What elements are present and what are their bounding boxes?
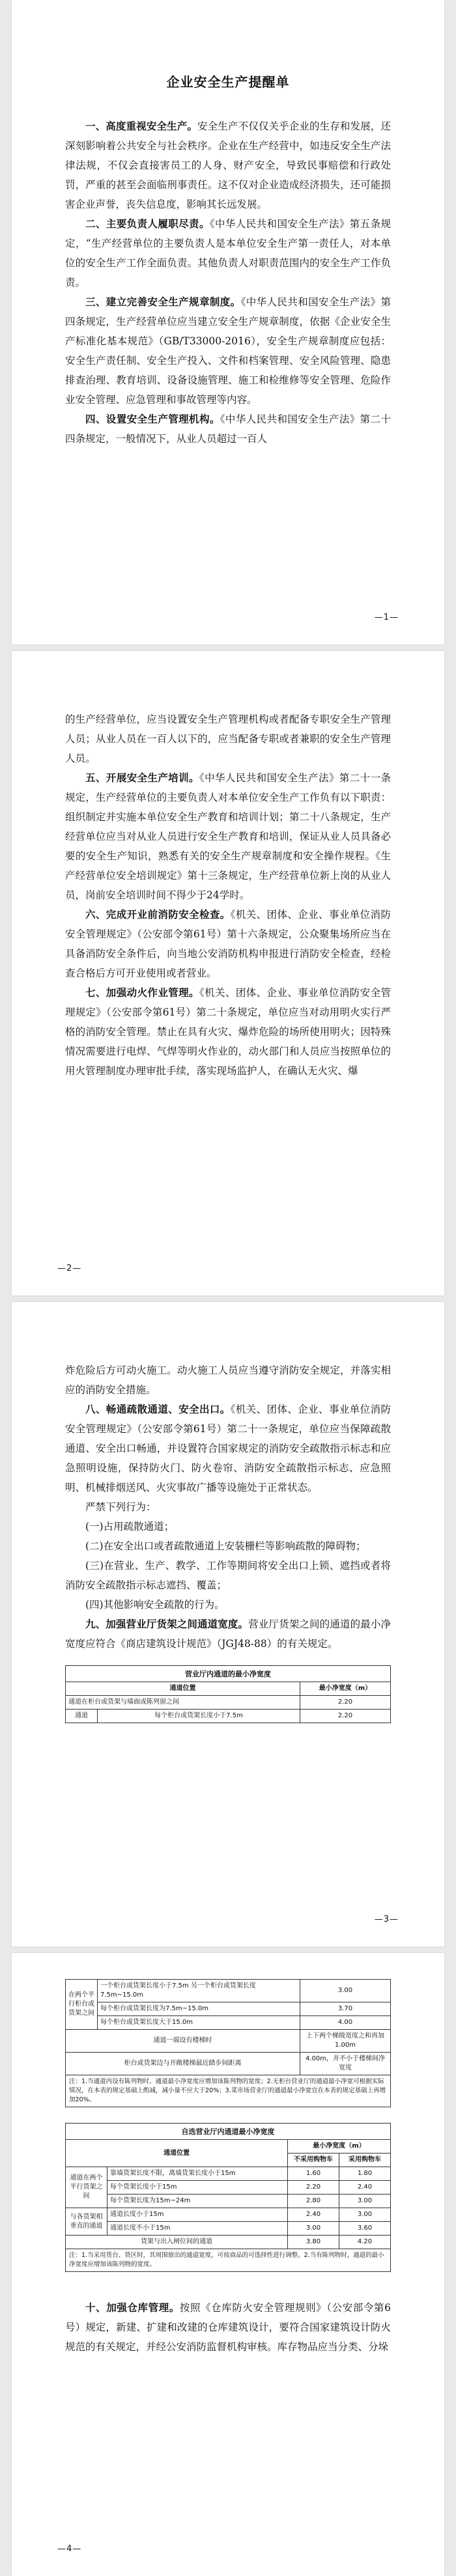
table-header-row [66, 1682, 391, 1696]
table-header-row [66, 2140, 391, 2154]
section-3 [65, 292, 391, 409]
table-cell: 2.40 [339, 2181, 391, 2195]
forbidden-item-1: (一)占用疏散通道； [85, 1521, 175, 1532]
document-title: 企业安全生产提醒单 [166, 74, 290, 90]
table-cell: 3.00 [288, 2222, 339, 2236]
table-row [66, 1980, 391, 2002]
section-6-text: 《机关、团体、企业、事业单位消防安全管理规定》（公安部令第61号）第十六条规定，公众聚集场所应当在具备消防安全条件后，向当地公安消防机构申报进行消防安全检查，经检查合格后方可开业使用或者营业。 [65, 909, 391, 979]
table-cell: 4.00m，并不小于楼梯间净宽度 [300, 2053, 391, 2075]
section-9-heading: 九、加强营业厅货架之间通道宽度。 [85, 1618, 249, 1630]
section-10-text: 按照《仓库防火安全管理规则》（公安部令第6号）规定，新建、扩建和改建的仓库建筑设计，要符合国家建筑设计防火规范的有关规定，并经公安消防监督机构审核。库存物品应当分类、分垛 [65, 2302, 391, 2353]
table-cell: 2.80 [288, 2195, 339, 2208]
table-row [66, 1710, 391, 1723]
table-header-position: 通道位置 [66, 2140, 288, 2167]
page-3 [12, 1302, 444, 1946]
section-5-heading: 五、开展安全生产培训。 [85, 772, 199, 784]
section-3-heading: 三、建立完善安全生产规章制度。 [85, 296, 241, 308]
page-4-content [65, 1979, 391, 2357]
table-note: 注：1.当通道内设有陈列物时，通道最小净宽度应增加该陈列物的宽度；2.无柜台营业厅的通道最小净宽可根据实际情况，在本表的规定基础上酌减，减小量不应大于20%；3.菜市场营业厅的通道最小净宽宜在本表的规定基础上再增加20%。 [65, 2075, 391, 2107]
section-2 [65, 214, 391, 292]
table-row [66, 2002, 391, 2016]
section-1-heading: 一、高度重视安全生产。 [85, 120, 198, 132]
section-8-heading: 八、畅通疏散通道、安全出口。 [85, 1404, 231, 1415]
section-7-heading: 七、加强动火作业管理。 [85, 987, 199, 999]
section-4-continued: 的生产经营单位，应当设置安全生产管理机构或者配备专职安全生产管理人员；从业人员在一百人以下的，应当配备专职或者兼职的安全生产管理人员。 [65, 713, 391, 764]
section-2-heading: 二、主要负责人履职尽责。 [85, 218, 210, 230]
aisle-width-table-continued [65, 1979, 391, 2107]
section-6-heading: 六、完成开业前消防安全检查。 [85, 909, 231, 921]
section-1-text: 安全生产不仅仅关乎企业的生存和发展，还深刻影响着公共安全与社会秩序。企业在生产经营中，如违反安全生产法律法规，不仅会直接害员工的人身、财产安全，导致民事赔偿和行政处罚，严重的甚至会面临刑事责任。这不仅对企业造成经济损失，还可能损害企业声誉，丧失信息度，影响其长远发展。 [65, 120, 391, 210]
section-7-text: 《机关、团体、企业、事业单位消防安全管理规定》（公安部令第61号）第二十条规定，单位应当对动用明火实行严格的消防安全管理。禁止在具有火灾、爆炸危险的场所使用明火；因特殊情况需要进行电焊、气焊等明火作业的，动火部门和人员应当按照单位的用火管理制度办理审批手续，落实现场监护人，在确认无火灾、爆 [65, 987, 391, 1077]
section-2-text: 《中华人民共和国安全生产法》第五条规定，“生产经营单位的主要负责人是本单位安全生产第一责任人，对本单位的安全生产工作全面负责。其他负责人对职责范围内的安全生产工作负责。 [65, 218, 391, 288]
table-cell: 4.00 [300, 2016, 391, 2030]
table-cell: 3.00 [339, 2208, 391, 2222]
table-cell: 3.80 [288, 2236, 339, 2249]
table-cell: 每个柜台或货架长度小于7.5m [98, 1710, 300, 1723]
table-cell: 通道长度小于15m [107, 2208, 288, 2222]
table-cell: 通道一端设有楼梯时 [66, 2030, 300, 2053]
section-8-text: 《机关、团体、企业、事业单位消防安全管理规定》（公安部令第61号）第二十一条规定，单位应当保障疏散通道、安全出口畅通，并设置符合国家规定的消防安全疏散指示标志和应急照明设施，保持防火门、防火卷帘、消防安全疏散指示标志、应急照明、机械排烟送风、火灾事故广播等设施处于正常状态。 [65, 1404, 391, 1493]
table-header-position: 通道位置 [66, 1682, 300, 1696]
table-cell: 每个货架长度为15m~24m [107, 2195, 288, 2208]
table-row [66, 2222, 391, 2236]
table-cell: 每个柜台或货架长度为7.5m~15.0m [98, 2002, 300, 2016]
table-cell: 每个货架长度小于15m [107, 2181, 288, 2195]
section-10-heading: 十、加强仓库管理。 [85, 2302, 180, 2314]
page-1 [12, 0, 444, 644]
table-cell: 4.20 [339, 2236, 391, 2249]
page-3-content [65, 1361, 391, 1723]
table-cell: 2.20 [288, 2181, 339, 2195]
forbidden-item-2: (二)在安全出口或者疏散通道上安装栅栏等影响疏散的障碍物； [85, 1540, 366, 1552]
section-9-text: 营业厅货架之间的通道的最小净宽度应符合《商店建筑设计规范》（JGJ48-88）的有关规定。 [65, 1618, 391, 1650]
table-cell: 2.40 [288, 2208, 339, 2222]
table-cell: 3.00 [300, 1980, 391, 2002]
table-header-width: 最小净宽度（m） [300, 1682, 391, 1696]
table-row [66, 1696, 391, 1710]
table-cell: 2.20 [300, 1710, 391, 1723]
table-row [66, 2030, 391, 2053]
page-2-content [65, 710, 391, 1081]
forbidden-item-4: (四)其他影响安全疏散的行为。 [85, 1599, 225, 1611]
table-caption: 自选营业厅内通道最小净宽度 [65, 2123, 391, 2139]
section-7-continued: 炸危险后方可动火施工。动火施工人员应当遵守消防安全规定，并落实相应的消防安全措施。 [65, 1364, 391, 1396]
table-header-cart: 采用购物车 [339, 2154, 391, 2167]
section-5-text: 《中华人民共和国安全生产法》第二十一条规定，生产经营单位的主要负责人对本单位安全生产工作负有以下职责：组织制定并实施本单位安全生产教育和培训计划；第二十八条规定，生产经营单位应当对从业人员进行安全生产教育和培训，保证从业人员具备必要的安全生产知识，熟悉有关的安全生产规章制度和安全操作规程。《生产经营单位安全培训规定》第十三条规定，生产经营单位新上岗的从业人员，岗前安全培训时间不得少于24学时。 [65, 772, 391, 901]
self-service-aisle-table [65, 2123, 391, 2272]
page-number: —3— [374, 1915, 399, 1924]
table-cell: 通道 [66, 1710, 98, 1723]
section-10 [65, 2298, 391, 2357]
table-row [66, 2208, 391, 2222]
section-4 [65, 409, 391, 449]
section-4-text: 《中华人民共和国安全生产法》第二十四条规定，一般情况下，从业人员超过一百人 [65, 413, 391, 445]
table-row [66, 2236, 391, 2249]
self-service-aisle-table-grid [65, 2139, 391, 2249]
table-row [66, 2181, 391, 2195]
table-row [66, 2053, 391, 2075]
table-header-no-cart: 不采用购物车 [288, 2154, 339, 2167]
section-3-text: 《中华人民共和国安全生产法》第四条规定，生产经营单位应当建立安全生产规章制度，依据《企业安全生产标准化基本规范》（GB/T33000-2016），安全生产规章制度应包括：安全生产责任制、安全生产投入、文件和档案管理、安全风险管理、隐患排查治理、教育培训、设备设施管理、施工和检维修等安全管理、危险作业安全管理、应急管理和事故管理等内容。 [65, 296, 391, 406]
forbidden-item-3: (三)在营业、生产、教学、工作等期间将安全出口上锁、遮挡或者将消防安全疏散指示标志遮挡、覆盖； [65, 1560, 391, 1591]
table-header-width: 最小净宽度（m） [288, 2140, 391, 2154]
table-cell: 2.20 [300, 1696, 391, 1710]
aisle-width-table-grid [65, 1682, 391, 1723]
page-number: —2— [57, 1264, 82, 1273]
aisle-width-table-continued-grid [65, 1979, 391, 2075]
section-4-heading: 四、设置安全生产管理机构。 [85, 413, 220, 425]
table-row-group-label: 通道在两个平行货架之间 [66, 2167, 107, 2208]
forbidden-intro: 严禁下列行为： [85, 1501, 156, 1513]
table-row-group-label: 与各货架相垂直的通道 [66, 2208, 107, 2236]
page-number: —4— [57, 2544, 82, 2554]
table-cell: 货架与出入闸位间的通道 [66, 2236, 288, 2249]
page-1-content [65, 72, 391, 449]
table-note: 注：1.当采用货台、货区时，其周围留出的通道宽度，可按商品的可选择性进行调整。2.当有陈列物时，通道的最小净宽度应增加该陈列物的宽度。 [65, 2249, 391, 2272]
table-cell: 1.60 [288, 2167, 339, 2181]
table-cell: 3.00 [339, 2195, 391, 2208]
section-9 [65, 1614, 391, 1654]
table-row-group-label: 在两个平行柜台或货架之间 [66, 1980, 98, 2030]
table-cell: 通道长度不小于15m [107, 2222, 288, 2236]
section-6 [65, 905, 391, 983]
table-cell: 通道在柜台或货架与墙面或陈列窗之间 [66, 1696, 300, 1710]
table-cell: 每个柜台或货架长度大于15.0m [98, 2016, 300, 2030]
table-cell: 1.80 [339, 2167, 391, 2181]
section-5 [65, 768, 391, 905]
page-number: —1— [374, 613, 399, 622]
section-1 [65, 117, 391, 214]
table-cell: 3.70 [300, 2002, 391, 2016]
section-7 [65, 983, 391, 1081]
table-row [66, 2016, 391, 2030]
section-8 [65, 1400, 391, 1497]
table-cell: 柜台或货架边与开敞楼梯最近踏步间距离 [66, 2053, 300, 2075]
table-cell: 一个柜台或货架长度小于7.5m 另一个柜台或货架长度7.5m~15.0m [98, 1980, 300, 2002]
table-cell: 上下两个梯级宽度之和再加1.00m [300, 2030, 391, 2053]
page-4 [12, 1953, 444, 2576]
table-caption: 营业厅内通道的最小净宽度 [65, 1665, 391, 1682]
table-cell: 3.60 [339, 2222, 391, 2236]
table-row [66, 2195, 391, 2208]
table-cell: 靠墙货架长度不限，离墙货架长度小于15m [107, 2167, 288, 2181]
table-row [66, 2167, 391, 2181]
page-2 [12, 651, 444, 1295]
aisle-width-table [65, 1665, 391, 1723]
